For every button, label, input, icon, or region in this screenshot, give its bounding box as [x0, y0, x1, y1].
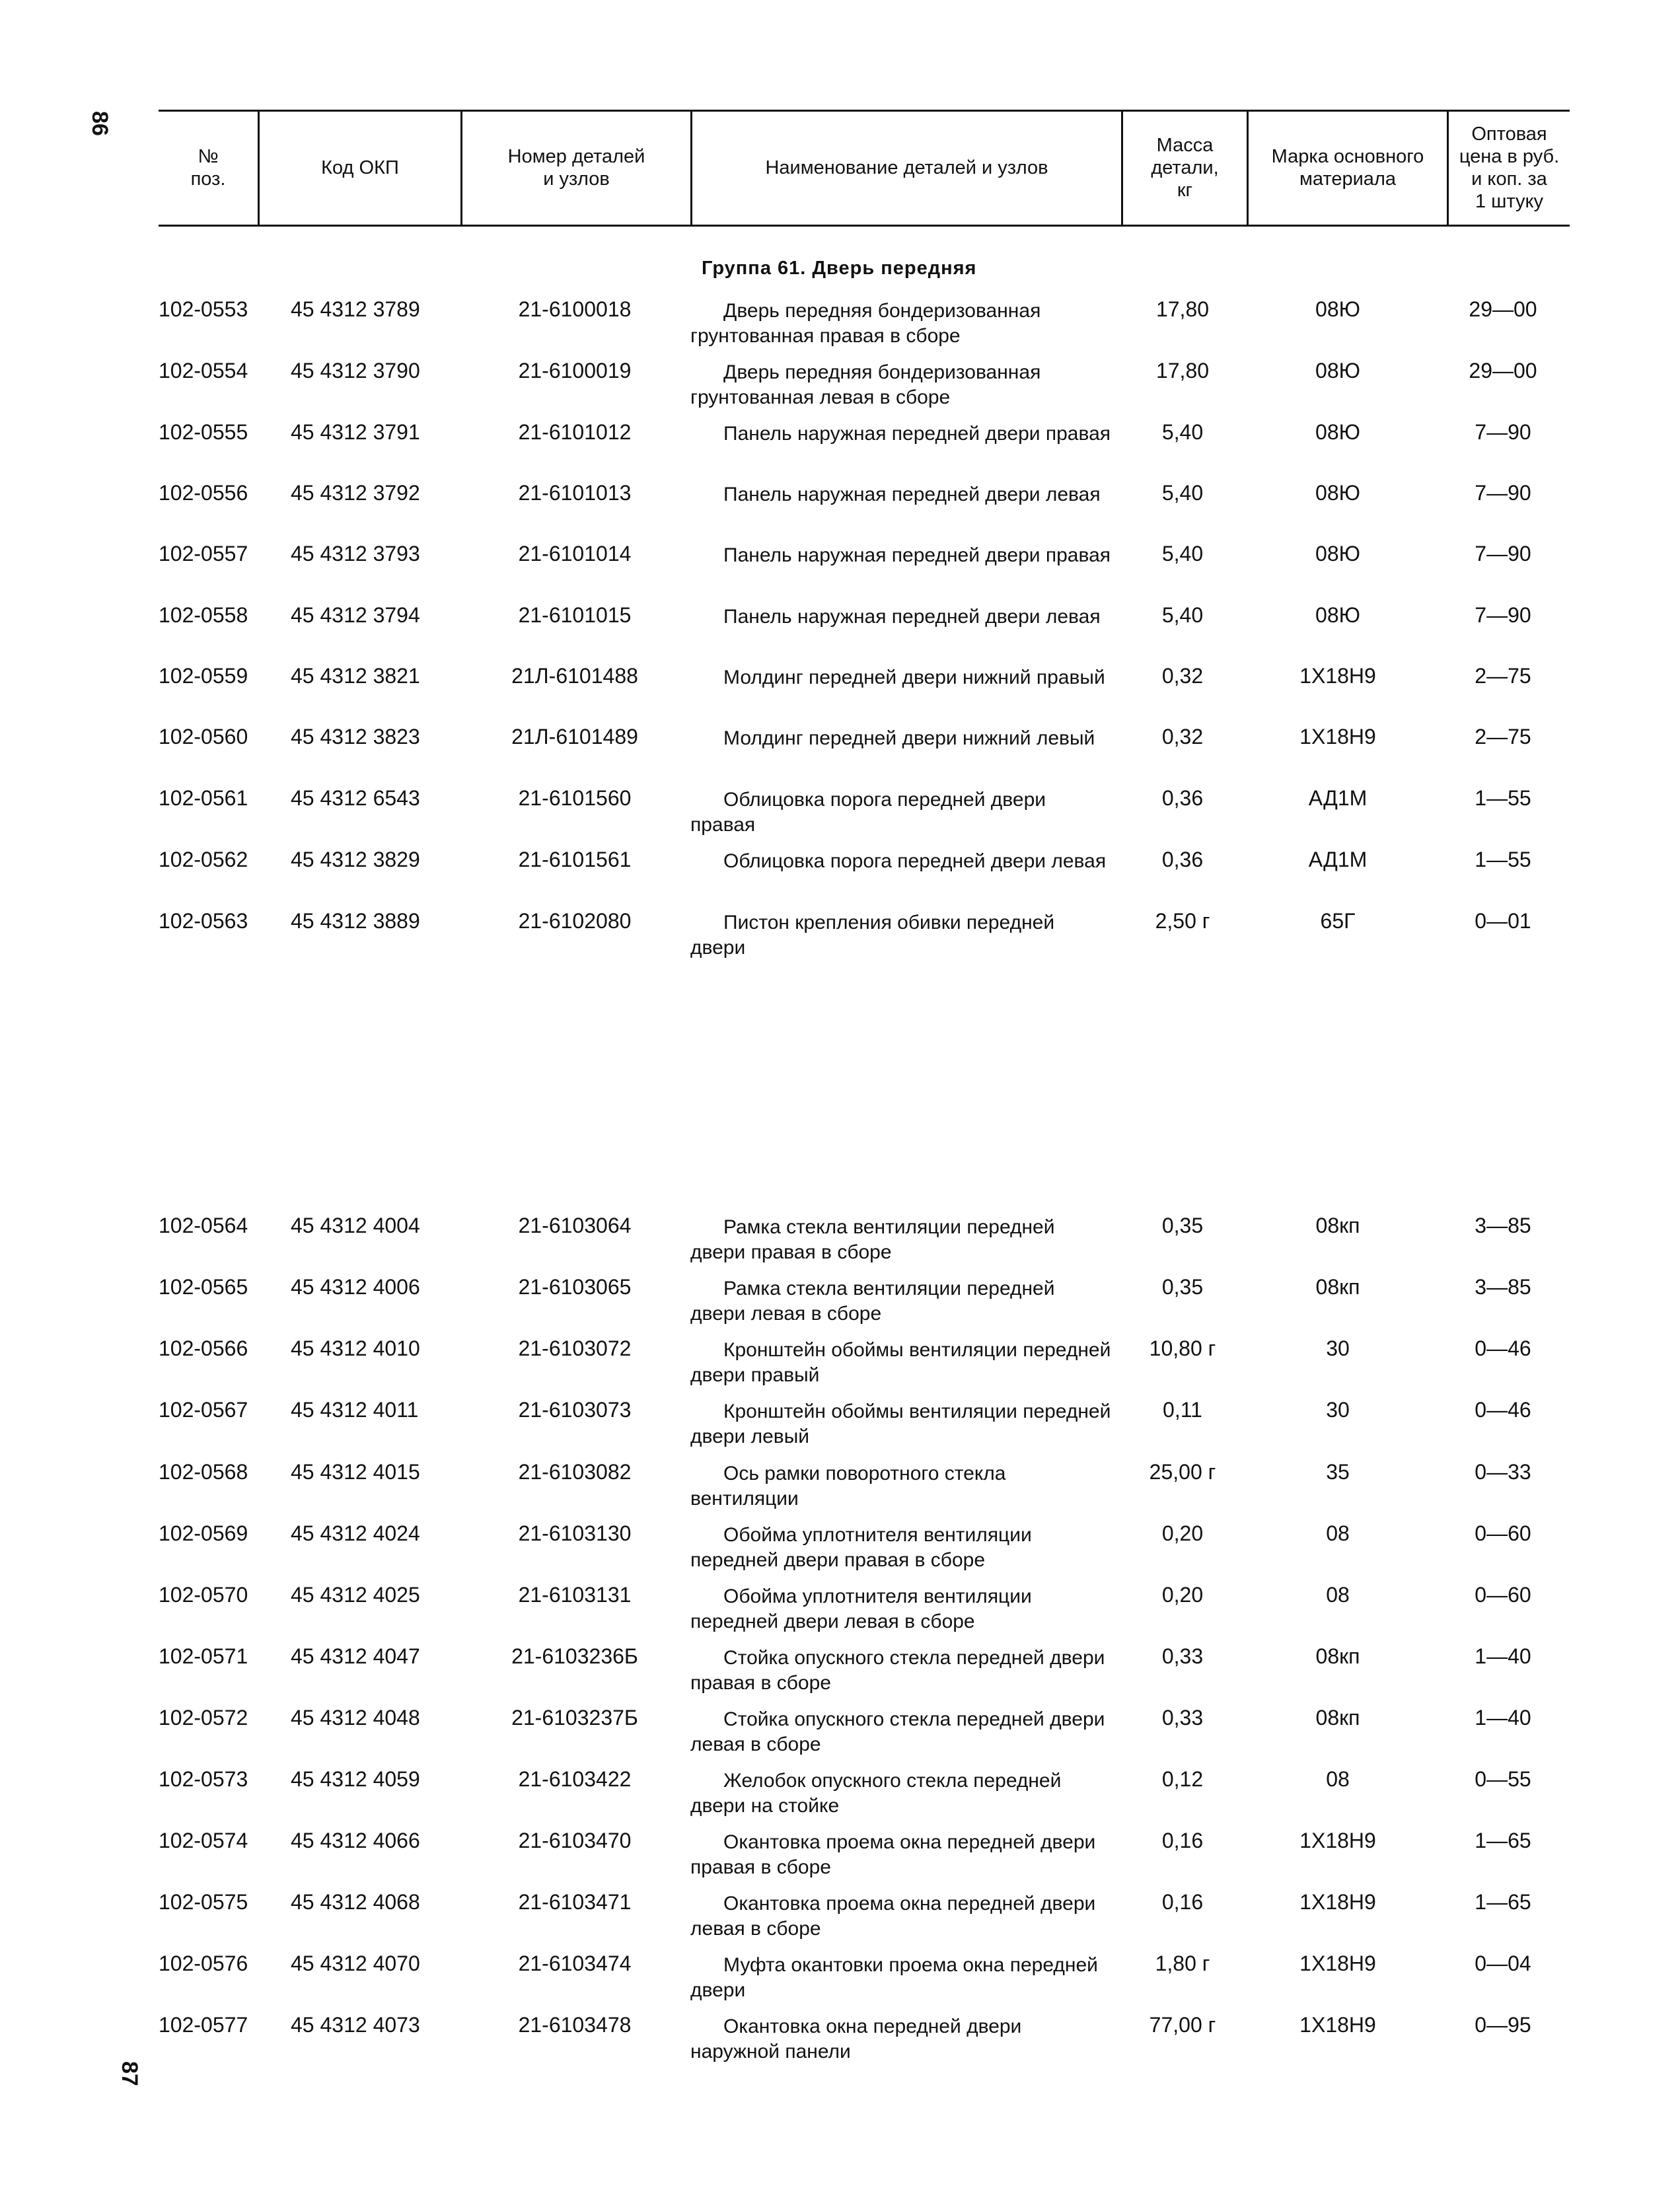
- cell-material: 1Х18Н9: [1299, 664, 1376, 688]
- cell-material: 08: [1326, 1767, 1350, 1791]
- cell-name: Муфта окантовки проема окна передней двери: [690, 1954, 1098, 2001]
- cell-part-number: 21-6103474: [518, 1951, 632, 1975]
- cell-name: Кронштейн обоймы вентиляции передней двери левый: [690, 1401, 1111, 1447]
- cell-mass: 0,33: [1161, 1644, 1204, 1668]
- table-row: [0, 1829, 1680, 1881]
- cell-price: 0—60: [1475, 1583, 1531, 1607]
- cell-okp: 45 4312 3789: [291, 297, 420, 321]
- cell-part-number: 21-6102080: [518, 909, 632, 933]
- cell-pos: 102-0565: [159, 1275, 248, 1299]
- cell-name: Панель наружная передней двери левая: [723, 606, 1101, 628]
- header-pos: № поз.: [190, 146, 226, 190]
- cell-pos: 102-0573: [159, 1767, 248, 1791]
- cell-material: 65Г: [1320, 909, 1356, 933]
- cell-okp: 45 4312 3829: [291, 848, 420, 871]
- cell-part-number: 21-6103471: [518, 1890, 632, 1914]
- cell-mass: 0,11: [1163, 1398, 1202, 1422]
- cell-pos: 102-0553: [159, 297, 248, 321]
- page-number-bottom: 87: [117, 2061, 142, 2086]
- cell-okp: 45 4312 4048: [291, 1706, 420, 1730]
- cell-part-number: 21Л-6101489: [511, 725, 638, 748]
- cell-pos: 102-0563: [159, 909, 248, 933]
- table-row: [0, 1706, 1680, 1759]
- cell-mass: 0,33: [1161, 1706, 1204, 1730]
- cell-material: АД1М: [1308, 848, 1368, 871]
- cell-okp: 45 4312 4010: [291, 1336, 420, 1360]
- cell-price: 7—90: [1475, 542, 1531, 565]
- cell-okp: 45 4312 3821: [291, 664, 420, 688]
- cell-pos: 102-0554: [159, 359, 248, 383]
- cell-material: 08кп: [1315, 1706, 1360, 1730]
- cell-pos: 102-0558: [159, 603, 248, 627]
- cell-name: Ось рамки поворотного стекла вентиляции: [690, 1463, 1006, 1510]
- cell-mass: 0,20: [1161, 1521, 1204, 1545]
- cell-okp: 45 4312 4015: [291, 1460, 420, 1484]
- cell-pos: 102-0568: [159, 1460, 248, 1484]
- cell-okp: 45 4312 4024: [291, 1521, 420, 1545]
- cell-okp: 45 4312 4006: [291, 1275, 420, 1299]
- cell-part-number: 21-6103478: [518, 2013, 632, 2037]
- cell-price: 1—65: [1475, 1829, 1531, 1852]
- cell-pos: 102-0561: [159, 786, 248, 810]
- header-mass: Масса детали, кг: [1151, 135, 1219, 201]
- cell-price: 0—33: [1475, 1460, 1531, 1484]
- cell-pos: 102-0557: [159, 542, 248, 565]
- cell-okp: 45 4312 6543: [291, 786, 420, 810]
- cell-pos: 102-0571: [159, 1644, 248, 1668]
- cell-pos: 102-0564: [159, 1214, 248, 1237]
- cell-price: 3—85: [1475, 1275, 1531, 1299]
- cell-price: 7—90: [1475, 420, 1531, 444]
- table-row: [0, 359, 1680, 412]
- table-row: [0, 1767, 1680, 1820]
- table-row: [0, 1398, 1680, 1451]
- table-row: [0, 297, 1680, 350]
- cell-price: 1—55: [1475, 848, 1531, 871]
- cell-mass: 17,80: [1155, 297, 1210, 321]
- cell-mass: 0,35: [1161, 1214, 1204, 1237]
- cell-price: 7—90: [1475, 481, 1531, 505]
- table-row: [0, 542, 1680, 595]
- table-row: [0, 2013, 1680, 2066]
- cell-pos: 102-0577: [159, 2013, 248, 2037]
- cell-material: 08кп: [1315, 1644, 1360, 1668]
- cell-mass: 17,80: [1155, 359, 1210, 383]
- cell-name: Окантовка проема окна передней двери правая в сборе: [690, 1831, 1096, 1878]
- cell-name: Стойка опускного стекла передней двери левая в сборе: [690, 1708, 1105, 1755]
- cell-okp: 45 4312 4047: [291, 1644, 420, 1668]
- cell-name: Облицовка порога передней двери левая: [723, 850, 1107, 872]
- cell-price: 1—65: [1475, 1890, 1531, 1914]
- cell-price: 7—90: [1475, 603, 1531, 627]
- cell-name: Молдинг передней двери нижний левый: [723, 727, 1095, 749]
- cell-pos: 102-0560: [159, 725, 248, 748]
- cell-name: Дверь передняя бондеризованная грунтованная левая в сборе: [690, 361, 1041, 408]
- cell-mass: 0,36: [1161, 786, 1204, 810]
- cell-part-number: 21-6103082: [518, 1460, 632, 1484]
- cell-material: 1Х18Н9: [1299, 725, 1376, 748]
- cell-pos: 102-0575: [159, 1890, 248, 1914]
- cell-material: 08Ю: [1315, 603, 1360, 627]
- table-row: [0, 909, 1680, 962]
- cell-name: Панель наружная передней двери правая: [723, 544, 1111, 566]
- cell-price: 0—55: [1475, 1767, 1531, 1791]
- cell-pos: 102-0562: [159, 848, 248, 871]
- cell-material: 08: [1326, 1521, 1350, 1545]
- cell-mass: 5,40: [1161, 542, 1204, 565]
- cell-name: Обойма уплотнителя вентиляции передней двери левая в сборе: [690, 1586, 1032, 1632]
- cell-part-number: 21Л-6101488: [511, 664, 638, 688]
- cell-okp: 45 4312 4011: [291, 1398, 419, 1422]
- table-row: [0, 725, 1680, 778]
- cell-okp: 45 4312 4073: [291, 2013, 420, 2037]
- cell-material: 08Ю: [1315, 297, 1360, 321]
- cell-price: 29—00: [1469, 359, 1537, 383]
- cell-pos: 102-0576: [159, 1951, 248, 1975]
- cell-okp: 45 4312 3793: [291, 542, 420, 565]
- table-row: [0, 481, 1680, 534]
- cell-mass: 5,40: [1161, 481, 1204, 505]
- cell-pos: 102-0555: [159, 420, 248, 444]
- cell-price: 0—60: [1475, 1521, 1531, 1545]
- cell-pos: 102-0569: [159, 1521, 248, 1545]
- cell-name: Панель наружная передней двери правая: [723, 423, 1111, 445]
- cell-price: 3—85: [1475, 1214, 1531, 1237]
- header-okp: Код ОКП: [321, 157, 399, 178]
- cell-mass: 77,00 г: [1149, 2013, 1216, 2037]
- cell-material: 1Х18Н9: [1299, 1829, 1376, 1852]
- cell-pos: 102-0566: [159, 1336, 248, 1360]
- cell-okp: 45 4312 4025: [291, 1583, 420, 1607]
- cell-mass: 10,80 г: [1149, 1336, 1216, 1360]
- cell-pos: 102-0567: [159, 1398, 248, 1422]
- cell-okp: 45 4312 4070: [291, 1951, 420, 1975]
- cell-pos: 102-0559: [159, 664, 248, 688]
- cell-okp: 45 4312 3792: [291, 481, 420, 505]
- table-row: [0, 786, 1680, 839]
- cell-name: Обойма уплотнителя вентиляции передней двери правая в сборе: [690, 1524, 1032, 1571]
- cell-price: 0—95: [1475, 2013, 1531, 2037]
- cell-name: Стойка опускного стекла передней двери правая в сборе: [690, 1647, 1105, 1694]
- cell-mass: 2,50 г: [1155, 909, 1210, 933]
- cell-part-number: 21-6103237Б: [511, 1706, 638, 1730]
- cell-mass: 1,80 г: [1155, 1951, 1210, 1975]
- table-row: [0, 664, 1680, 717]
- cell-name: Желобок опускного стекла передней двери на стойке: [690, 1770, 1062, 1817]
- cell-okp: 45 4312 4066: [291, 1829, 420, 1852]
- cell-name: Окантовка проема окна передней двери левая в сборе: [690, 1893, 1096, 1940]
- cell-price: 0—46: [1475, 1336, 1531, 1360]
- table-row: [0, 848, 1680, 900]
- cell-name: Панель наружная передней двери левая: [723, 484, 1101, 505]
- table-row: [0, 1644, 1680, 1697]
- cell-name: Пистон крепления обивки передней двери: [690, 912, 1055, 959]
- cell-okp: 45 4312 4059: [291, 1767, 420, 1791]
- cell-pos: 102-0572: [159, 1706, 248, 1730]
- cell-okp: 45 4312 4004: [291, 1214, 420, 1237]
- cell-mass: 0,36: [1161, 848, 1204, 871]
- cell-material: 08Ю: [1315, 542, 1360, 565]
- cell-part-number: 21-6103072: [518, 1336, 632, 1360]
- cell-part-number: 21-6100018: [518, 297, 632, 321]
- cell-material: 30: [1326, 1336, 1350, 1360]
- cell-part-number: 21-6101561: [518, 848, 632, 871]
- cell-okp: 45 4312 3889: [291, 909, 420, 933]
- cell-material: 08кп: [1315, 1275, 1360, 1299]
- table-row: [0, 1214, 1680, 1266]
- cell-material: 08Ю: [1315, 481, 1360, 505]
- cell-part-number: 21-6103130: [518, 1521, 632, 1545]
- cell-part-number: 21-6103131: [518, 1583, 632, 1607]
- cell-price: 2—75: [1475, 664, 1531, 688]
- cell-material: 08Ю: [1315, 420, 1360, 444]
- cell-okp: 45 4312 3823: [291, 725, 420, 748]
- cell-part-number: 21-6100019: [518, 359, 632, 383]
- cell-pos: 102-0570: [159, 1583, 248, 1607]
- cell-name: Рамка стекла вентиляции передней двери правая в сборе: [690, 1216, 1055, 1263]
- table-row: [0, 1583, 1680, 1636]
- cell-part-number: 21-6101013: [518, 481, 632, 505]
- page-number-top: 86: [87, 111, 112, 136]
- cell-price: 1—40: [1475, 1706, 1531, 1730]
- table-row: [0, 1460, 1680, 1513]
- cell-mass: 5,40: [1161, 420, 1204, 444]
- cell-name: Кронштейн обоймы вентиляции передней двери правый: [690, 1339, 1111, 1386]
- cell-okp: 45 4312 4068: [291, 1890, 420, 1914]
- cell-mass: 0,16: [1161, 1890, 1204, 1914]
- cell-part-number: 21-6101012: [518, 420, 632, 444]
- cell-material: 08кп: [1315, 1214, 1360, 1237]
- cell-mass: 0,32: [1161, 725, 1204, 748]
- cell-okp: 45 4312 3791: [291, 420, 420, 444]
- cell-okp: 45 4312 3794: [291, 603, 420, 627]
- cell-part-number: 21-6103470: [518, 1829, 632, 1852]
- cell-price: 0—46: [1475, 1398, 1531, 1422]
- cell-mass: 5,40: [1161, 603, 1204, 627]
- cell-part-number: 21-6103065: [518, 1275, 632, 1299]
- cell-material: 35: [1326, 1460, 1350, 1484]
- cell-price: 29—00: [1469, 297, 1537, 321]
- cell-material: 1Х18Н9: [1299, 2013, 1376, 2037]
- cell-part-number: 21-6103236Б: [511, 1644, 638, 1668]
- cell-material: АД1М: [1308, 786, 1368, 810]
- cell-part-number: 21-6101014: [518, 542, 632, 565]
- cell-mass: 0,16: [1161, 1829, 1204, 1852]
- cell-mass: 0,20: [1161, 1583, 1204, 1607]
- cell-mass: 0,35: [1161, 1275, 1204, 1299]
- cell-mass: 0,32: [1161, 664, 1204, 688]
- cell-part-number: 21-6103422: [518, 1767, 632, 1791]
- cell-material: 08Ю: [1315, 359, 1360, 383]
- cell-part-number: 21-6103073: [518, 1398, 632, 1422]
- cell-price: 0—04: [1475, 1951, 1531, 1975]
- cell-name: Облицовка порога передней двери правая: [690, 789, 1046, 836]
- table-row: [0, 603, 1680, 656]
- header-name: Наименование деталей и узлов: [765, 157, 1048, 178]
- table-row: [0, 1275, 1680, 1328]
- table-row: [0, 420, 1680, 473]
- cell-price: 2—75: [1475, 725, 1531, 748]
- cell-name: Молдинг передней двери нижний правый: [723, 667, 1105, 688]
- group-title: Группа 61. Дверь передняя: [702, 258, 977, 279]
- header-bottom-rule: [159, 225, 1570, 227]
- cell-mass: 25,00 г: [1149, 1460, 1216, 1484]
- cell-price: 1—55: [1475, 786, 1531, 810]
- cell-pos: 102-0556: [159, 481, 248, 505]
- cell-pos: 102-0574: [159, 1829, 248, 1852]
- cell-price: 1—40: [1475, 1644, 1531, 1668]
- header-material: Марка основного материала: [1271, 146, 1424, 190]
- table-row: [0, 1521, 1680, 1574]
- cell-mass: 0,12: [1161, 1767, 1204, 1791]
- table-row: [0, 1336, 1680, 1389]
- cell-part-number: 21-6103064: [518, 1214, 632, 1237]
- cell-name: Окантовка окна передней двери наружной панели: [690, 2016, 1022, 2062]
- cell-name: Дверь передняя бондеризованная грунтованная правая в сборе: [690, 300, 1041, 347]
- header-part-number: Номер деталей и узлов: [507, 146, 645, 190]
- cell-price: 0—01: [1475, 909, 1531, 933]
- header-price: Оптовая цена в руб. и коп. за 1 штуку: [1459, 124, 1560, 212]
- cell-material: 30: [1326, 1398, 1350, 1422]
- table-row: [0, 1890, 1680, 1943]
- cell-part-number: 21-6101560: [518, 786, 632, 810]
- cell-okp: 45 4312 3790: [291, 359, 420, 383]
- cell-name: Рамка стекла вентиляции передней двери левая в сборе: [690, 1278, 1055, 1325]
- cell-material: 1Х18Н9: [1299, 1951, 1376, 1975]
- cell-material: 08: [1326, 1583, 1350, 1607]
- cell-part-number: 21-6101015: [518, 603, 632, 627]
- table-row: [0, 1951, 1680, 2004]
- cell-material: 1Х18Н9: [1299, 1890, 1376, 1914]
